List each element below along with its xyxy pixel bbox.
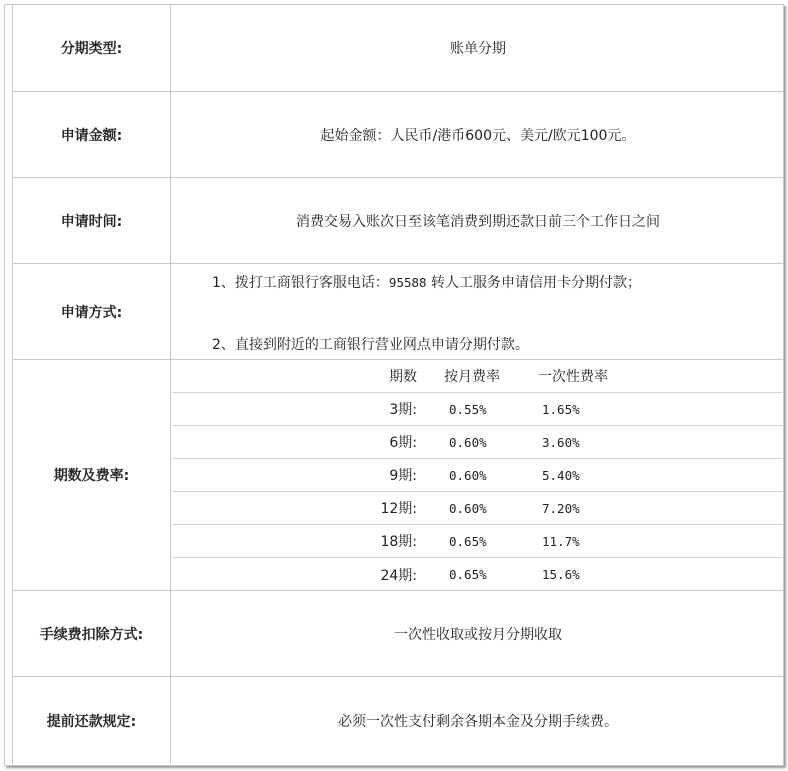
apply-amount-value: 起始金额：人民币/港币600元、美元/欧元100元。 bbox=[320, 127, 636, 144]
row-fee-deduction bbox=[13, 591, 784, 677]
rate-row bbox=[172, 525, 784, 558]
apply-amount-label: 申请金额: bbox=[13, 92, 171, 177]
installment-info-table bbox=[12, 5, 784, 764]
rate-row bbox=[172, 558, 784, 591]
apply-time-label: 申请时间: bbox=[13, 178, 171, 263]
screenshot-frame bbox=[4, 4, 784, 766]
rate-period: 12期: bbox=[380, 501, 417, 517]
apply-time-value: 消费交易入账次日至该笔消费到期还款日前三个工作日之间 bbox=[296, 213, 660, 230]
fee-deduction-label: 手续费扣除方式: bbox=[13, 591, 171, 676]
rate-row bbox=[172, 492, 784, 525]
prepayment-rule-value: 必须一次性支付剩余各期本金及分期手续费。 bbox=[338, 713, 618, 730]
row-apply-method bbox=[13, 264, 784, 360]
header-monthly-rate: 按月费率 bbox=[444, 369, 500, 385]
rate-monthly: 0.65% bbox=[449, 567, 487, 582]
rate-one-time: 15.6% bbox=[542, 567, 580, 582]
apply-method-label: 申请方式: bbox=[13, 264, 171, 359]
row-periods-rates bbox=[13, 360, 784, 591]
rate-one-time: 3.60% bbox=[542, 434, 580, 450]
phone-line-suffix: 转人工服务申请信用卡分期付款； bbox=[426, 275, 642, 291]
phone-line-prefix: 1、拨打工商银行客服电话： bbox=[212, 275, 389, 291]
rate-header-row bbox=[172, 360, 784, 393]
header-periods: 期数 bbox=[389, 369, 417, 385]
fee-deduction-value: 一次性收取或按月分期收取 bbox=[394, 626, 562, 643]
rate-one-time: 5.40% bbox=[542, 467, 580, 483]
rate-row bbox=[172, 426, 784, 459]
rate-one-time: 11.7% bbox=[542, 533, 580, 549]
rate-monthly: 0.55% bbox=[449, 401, 487, 417]
rate-monthly: 0.65% bbox=[449, 533, 487, 549]
rate-period: 24期: bbox=[380, 567, 417, 584]
header-one-time-rate: 一次性费率 bbox=[538, 369, 608, 385]
row-installment-type bbox=[13, 5, 784, 92]
rate-period: 9期: bbox=[389, 468, 417, 484]
rate-monthly: 0.60% bbox=[449, 467, 487, 483]
installment-type-label: 分期类型: bbox=[13, 5, 171, 91]
apply-method-phone-line bbox=[212, 272, 641, 292]
rate-row bbox=[172, 459, 784, 492]
rate-one-time: 7.20% bbox=[542, 500, 580, 516]
rate-one-time: 1.65% bbox=[542, 401, 580, 417]
installment-type-value: 账单分期 bbox=[450, 41, 506, 57]
apply-method-branch-line: 2、直接到附近的工商银行营业网点申请分期付款。 bbox=[212, 337, 529, 353]
rate-period: 18期: bbox=[380, 534, 417, 550]
row-prepayment-rule bbox=[13, 677, 784, 764]
row-apply-amount bbox=[13, 92, 784, 178]
row-apply-time bbox=[13, 178, 784, 264]
service-phone-number: 95588 bbox=[388, 275, 427, 290]
prepayment-rule-label: 提前还款规定: bbox=[13, 677, 171, 764]
rate-monthly: 0.60% bbox=[449, 434, 487, 450]
rate-row bbox=[172, 393, 784, 426]
rate-period: 6期: bbox=[389, 435, 417, 451]
periods-rates-label: 期数及费率: bbox=[13, 360, 171, 590]
rate-period: 3期: bbox=[389, 402, 417, 418]
rate-monthly: 0.60% bbox=[449, 500, 487, 516]
